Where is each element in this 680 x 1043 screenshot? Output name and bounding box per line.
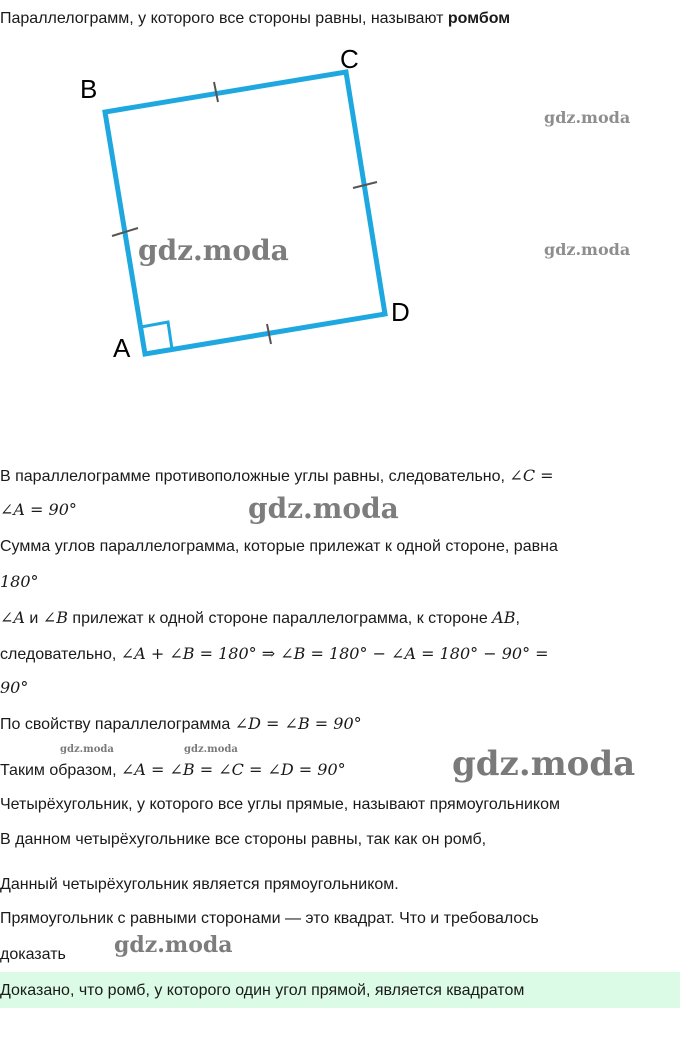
p5-math: ∠A = ∠B = ∠C = ∠D = 90° — [120, 760, 346, 779]
p3-t4: следовательно, — [0, 646, 121, 663]
p3-m3: AB — [492, 608, 516, 627]
paragraph-opposite-angles — [0, 466, 554, 486]
p4-math: ∠D = ∠B = 90° — [234, 714, 362, 733]
vertex-label-a: A — [113, 333, 131, 363]
vertex-label-d: D — [391, 297, 410, 327]
p1-text: В параллелограмме противоположные углы равны, следовательно, — [0, 468, 510, 485]
p3-t3: , — [515, 610, 520, 627]
paragraph-rectangle-def: Четырёхугольник, у которого все углы прямые, называют прямоугольником — [0, 796, 560, 813]
intro-plain: Параллелограмм, у которого все стороны равны, называют — [0, 10, 448, 27]
watermark-logo: gdz.moda — [248, 492, 399, 525]
paragraph-square-line1: Прямоугольник с равными сторонами — это квадрат. Что и требовалось — [0, 910, 539, 927]
watermark-logo: gdz.moda — [544, 108, 631, 127]
p1-math-a: ∠C = — [509, 466, 554, 485]
p3-m5: 90° — [0, 678, 29, 697]
watermark-logo: gdz.moda — [544, 240, 631, 259]
watermark-logo: gdz.moda — [60, 744, 114, 755]
conclusion-box — [0, 972, 680, 1008]
watermark-logo: gdz.moda — [114, 932, 233, 958]
paragraph-property — [0, 714, 362, 734]
paragraph-rhombus-sides: В данном четырёхугольнике все стороны равны, так как он ромб, — [0, 831, 487, 848]
p5-text: Таким образом, — [0, 762, 121, 779]
p2-math: 180° — [0, 572, 39, 591]
paragraph-therefore — [0, 644, 549, 664]
watermark-logo: gdz.moda — [452, 744, 636, 784]
p3-m1: ∠A — [0, 608, 25, 627]
paragraph-angle-sum: Сумма углов параллелограмма, которые прилежат к одной стороне, равна — [0, 538, 558, 555]
watermark-logo: gdz.moda — [184, 744, 238, 755]
paragraph-is-rectangle: Данный четырёхугольник является прямоугольником. — [0, 876, 399, 893]
square-outline — [105, 72, 385, 354]
vertex-label-c: C — [340, 44, 359, 74]
intro-bold-term: ромбом — [447, 10, 511, 27]
p3-m2: ∠B — [42, 608, 68, 627]
paragraph-thus — [0, 760, 346, 780]
watermark-logo: gdz.moda — [138, 234, 289, 267]
intro-text — [0, 10, 510, 28]
paragraph-adjacent-angles — [0, 608, 520, 628]
conclusion-text: Доказано, что ромб, у которого один угол прямой, является квадратом — [0, 982, 525, 999]
p4-text: По свойству параллелограмма — [0, 716, 235, 733]
p3-t2: прилежат к одной стороне параллелограмма, к стороне — [67, 610, 493, 627]
p3-t1: и — [24, 610, 43, 627]
paragraph-square-line2: доказать — [0, 946, 66, 963]
vertex-label-b: B — [80, 74, 98, 104]
square-figure — [0, 30, 680, 430]
p1-math-b: ∠A = 90° — [0, 500, 77, 519]
p3-m4: ∠A + ∠B = 180° ⇒ ∠B = 180° − ∠A = 180° − 90° = — [120, 644, 549, 663]
